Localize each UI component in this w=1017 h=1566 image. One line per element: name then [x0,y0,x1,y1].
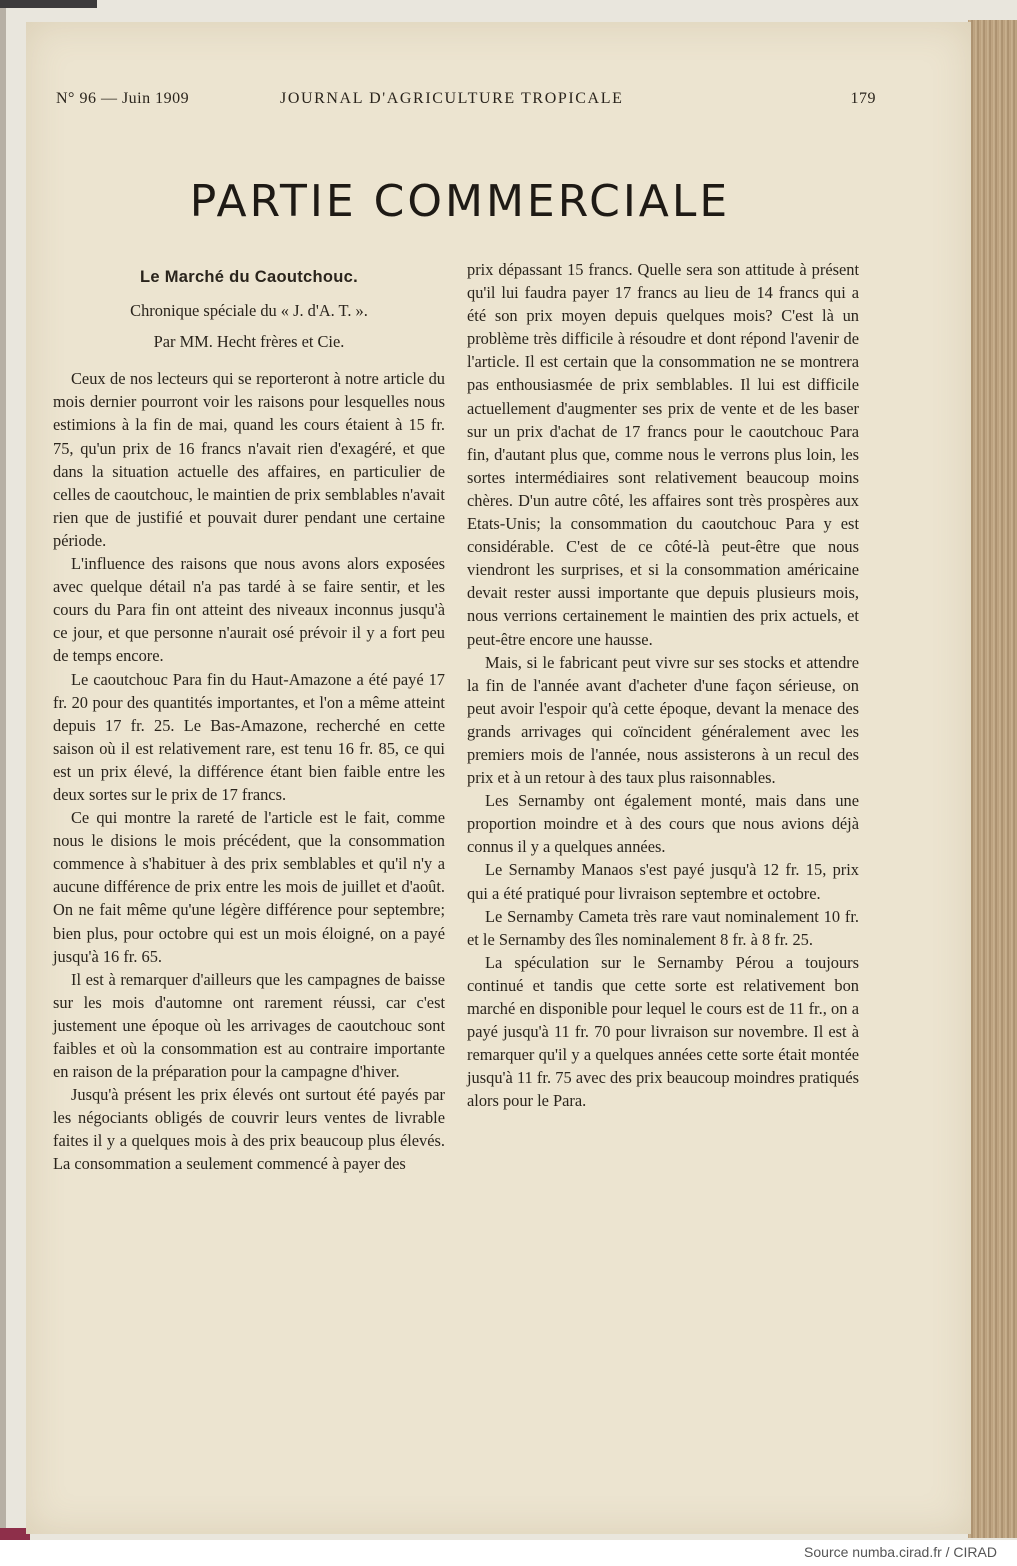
journal-name: JOURNAL D'AGRICULTURE TROPICALE [280,90,624,107]
page-number: 179 [850,90,876,107]
paragraph: Il est à remarquer d'ailleurs que les campagnes de baisse sur les mois d'automne ont rarement réussi, car c'est justement une époque où les arrivages de caoutchouc sont faibles et où la consommation est au contraire importante en raison de la préparation pour la campagne d'hiver. [53,969,445,1082]
running-header [56,90,876,112]
issue-label: N° 96 — Juin 1909 [56,90,190,107]
article-subtitle: Chronique spéciale du « J. d'A. T. ». [130,301,368,321]
paragraph: Mais, si le fabricant peut vivre sur ses stocks et attendre la fin de l'année avant d'acheter d'une façon sérieuse, on peut avoir l'espoir qu'à cette époque, devant la menace des grands arrivages qui coïncident généralement avec les premiers mois de l'année, nous assisterons à un recul des prix et à un retour à des taux plus raisonnables. [467,652,859,788]
paragraph: Les Sernamby ont également monté, mais dans une proportion moindre et à des cours que nous avions déjà connus il y a quelques années. [467,791,859,857]
paragraph: Le Sernamby Manaos s'est payé jusqu'à 12 fr. 15, prix qui a été pratiqué pour livraison septembre et octobre. [467,860,859,903]
paragraph: L'influence des raisons que nous avons alors exposées avec quelque détail n'a pas tardé à se faire sentir, et les cours du Para fin ont atteint des niveaux inconnus jusqu'à ce jour, et que personne n'aurait osé prévoir il y a fort peu de temps encore. [53,554,445,666]
left-column [53,258,445,1176]
article-title: Le Marché du Caoutchouc. [139,268,359,286]
paragraph: La spéculation sur le Sernamby Pérou a toujours continué et tandis que cette sorte est relativement bon marché en disponible pour lequel le cours est de 11 fr., on a payé jusqu'à 11 fr. 70 pour livraison sur novembre. Il est à remarquer qu'il y a quelques années cette sorte était montée jusqu'à 11 fr. 75 avec des prix beaucoup moindres pratiqués alors pour le Para. [467,952,859,1111]
article-authors: Par MM. Hecht frères et Cie. [153,332,345,352]
paragraph: Jusqu'à présent les prix élevés ont surtout été payés par les négociants obligés de couvrir leurs ventes de livrable faites il y a quelques mois à des prix beaucoup plus élevés. La consommation a seulement commencé à payer des [53,1085,445,1174]
paragraph: Ce qui montre la rareté de l'article est le fait, comme nous le disions le mois précédent, que la consommation commence à s'habituer à des prix semblables et qu'il n'y a aucune différence de prix entre les mois de juillet et d'août. On ne fait même qu'une légère différence pour septembre; bien plus, pour octobre qui est un mois éloigné, on a payé jusqu'à 16 fr. 65. [53,808,445,966]
paragraph: Le Sernamby Cameta très rare vaut nominalement 10 fr. et le Sernamby des îles nominalement 8 fr. à 8 fr. 25. [467,906,859,949]
binding-top-strip [0,0,97,8]
section-title: PARTIE COMMERCIALE [189,176,731,227]
paragraph: Ceux de nos lecteurs qui se reporteront à notre article du mois dernier pourront voir les raisons pour lesquelles nous estimions à la fin de mai, quand les cours étaient à 15 fr. 75, qu'un prix de 16 francs n'avait rien d'exagéré, et que dans la situation actuelle des affaires, en particulier de celles de caoutchouc, le maintien de prix semblables n'avait rien que de justifié et pouvait durer pendant une certaine période. [53,369,445,550]
page-stack-edge [968,20,1017,1538]
paragraph-continuation: prix dépassant 15 francs. Quelle sera son attitude à présent qu'il lui faudra payer 17 francs au lieu de 14 francs qui a été son prix moyen depuis quelques mois? C'est là un problème très difficile à résoudre et dont répond l'avenir de l'article. Il est certain que la consommation ne se montrera pas enthousiasmée de prix semblables. Il lui est difficile actuellement d'augmenter ses prix de vente et de les baser sur un prix d'achat de 17 francs pour le caoutchouc Para fin, d'autant plus que, comme nous le verrons plus loin, les sortes intermédiaires sont relativement beaucoup moins chères. D'un autre côté, les affaires sont très prospères aux Etats-Unis; la consommation du caoutchouc Para y est considérable. C'est de ce côté-là peut-être que nous viendront les surprises, et si la consommation américaine devait rester aussi importante que depuis plusieurs mois, nous verrions certainement le maintien des prix actuels, et peut-être encore une hausse. [467,260,859,649]
right-column [467,258,859,1112]
paragraph: Le caoutchouc Para fin du Haut-Amazone a été payé 17 fr. 20 pour des quantités importantes, et l'on a même atteint depuis 17 fr. 25. Le Bas-Amazone, recherché en cette saison où il est relativement rare, est tenu 16 fr. 85, ce qui est un prix élevé, la différence étant bien faible entre les deux sortes sur le prix de 17 francs. [53,669,445,804]
binding-strip [0,0,6,1540]
source-credit: Source numba.cirad.fr / CIRAD [804,1544,997,1560]
